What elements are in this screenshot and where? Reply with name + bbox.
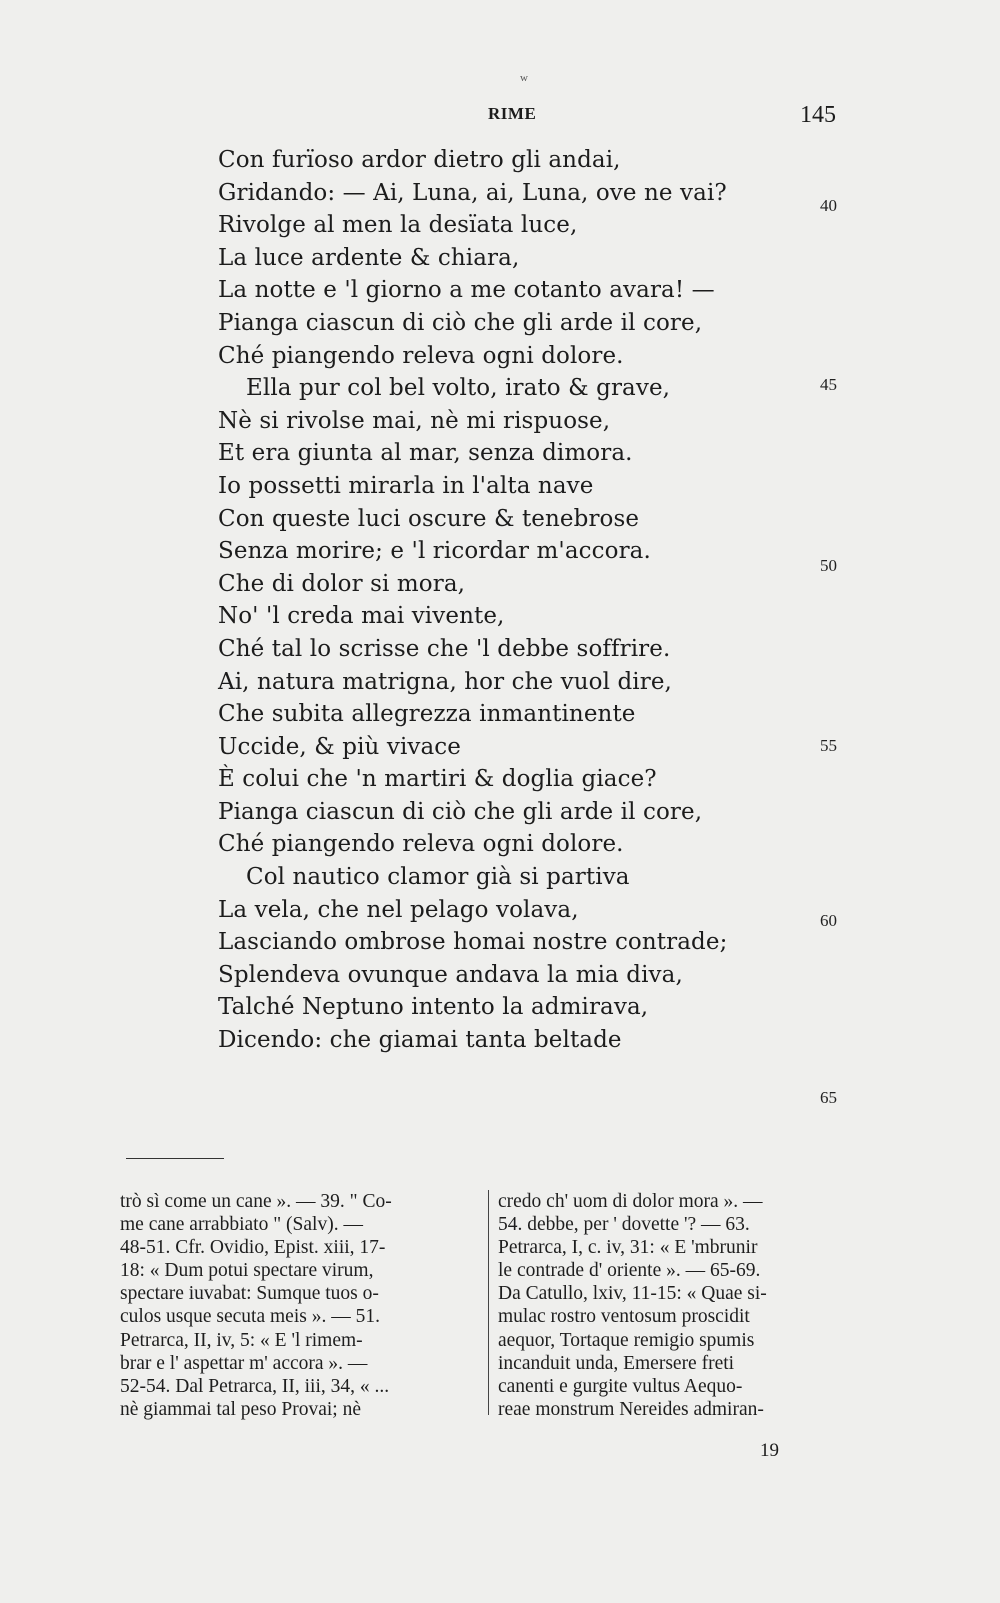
line-number: 65: [820, 1088, 837, 1107]
note-line: credo ch' uom di dolor mora ». —: [498, 1191, 763, 1212]
verse-line: No' 'l creda mai vivente,: [218, 603, 505, 630]
note-line: Petrarca, II, iv, 5: « E 'l rimem-: [120, 1329, 363, 1351]
note-line: incanduit unda, Emersere freti: [498, 1352, 735, 1374]
verse-line: Che subita allegrezza inmantinente: [218, 701, 636, 728]
verse-line: Senza morire; e 'l ricordar m'accora.: [218, 538, 651, 565]
note-line: 52-54. Dal Petrarca, II, iii, 34, « ...: [120, 1375, 390, 1397]
verse-line: Io possetti mirarla in l'alta nave: [218, 472, 594, 499]
note-line: 54. debbe, per ' dovette '? — 63.: [498, 1214, 750, 1236]
verse-line: Ché piangendo releva ogni dolore.: [218, 831, 624, 858]
note-line: culos usque secuta meis ». — 51.: [120, 1306, 380, 1328]
note-line: mulac rostro ventosum proscidit: [498, 1306, 750, 1328]
verse-line: Pianga ciascun di ciò che gli arde il core,: [218, 798, 703, 825]
verse-line: Splendeva ovunque andava la mia diva,: [218, 961, 683, 988]
verse-line: Uccide, & più vivace: [218, 733, 461, 760]
verse-line: Rivolge al men la desïata luce,: [218, 212, 578, 239]
verse-line: È colui che 'n martiri & doglia giace?: [218, 766, 657, 793]
note-line: 48-51. Cfr. Ovidio, Epist. xiii, 17-: [120, 1237, 386, 1259]
line-number: 50: [820, 556, 837, 575]
line-number: 45: [820, 375, 837, 394]
line-number: 40: [820, 196, 837, 215]
note-line: Petrarca, I, c. iv, 31: « E 'mbrunir: [498, 1237, 758, 1259]
note-line: canenti e gurgite vultus Aequo-: [498, 1375, 743, 1397]
line-number: 55: [820, 736, 837, 755]
verse-line: Che di dolor si mora,: [218, 570, 466, 597]
line-number: 60: [820, 911, 837, 930]
verse-line: Ché piangendo releva ogni dolore.: [218, 342, 624, 369]
running-head-title: RIME: [488, 104, 537, 123]
note-line: 18: « Dum potui spectare virum,: [120, 1260, 374, 1282]
verse-line: Con furïoso ardor dietro gli andai,: [218, 147, 621, 173]
note-line: spectare iuvabat: Sumque tuos o-: [120, 1283, 379, 1305]
signature-mark: 19: [760, 1440, 779, 1461]
verse-line: Ai, natura matrigna, hor che vuol dire,: [218, 668, 672, 695]
verse-line: La vela, che nel pelago volava,: [218, 896, 579, 923]
verse-line: Dicendo: che giamai tanta beltade: [218, 1027, 622, 1054]
footnote-separator: [126, 1158, 224, 1159]
note-line: trò sì come un cane ». — 39. " Co-: [120, 1191, 392, 1212]
verse-line: Ella pur col bel volto, irato & grave,: [246, 375, 671, 402]
verse-line: Ché tal lo scrisse che 'l debbe soffrire.: [218, 635, 671, 662]
printer-mark: w: [520, 72, 528, 84]
note-line: nè giammai tal peso Provai; nè: [120, 1398, 361, 1420]
footnotes-left-column: [120, 1190, 480, 1421]
verse-line: Talché Neptuno intento la admirava,: [218, 994, 649, 1021]
verse-line: Col nautico clamor già si partiva: [246, 864, 630, 891]
footnotes-right-column: [498, 1190, 848, 1421]
verse-line: Gridando: — Ai, Luna, ai, Luna, ove ne vai?: [218, 179, 727, 206]
verse-line: Con queste luci oscure & tenebrose: [218, 505, 640, 532]
verse-line: La notte e 'l giorno a me cotanto avara! —: [218, 277, 715, 304]
poem-text: [218, 144, 838, 1057]
note-line: aequor, Tortaque remigio spumis: [498, 1329, 755, 1351]
note-line: brar e l' aspettar m' accora ». —: [120, 1352, 368, 1374]
verse-line: La luce ardente & chiara,: [218, 244, 520, 271]
note-line: le contrade d' oriente ». — 65-69.: [498, 1260, 761, 1282]
verse-line: Et era giunta al mar, senza dimora.: [218, 440, 633, 467]
note-line: me cane arrabbiato " (Salv). —: [120, 1214, 363, 1236]
verse-line: Nè si rivolse mai, nè mi rispuose,: [218, 407, 611, 434]
page-number: 145: [800, 102, 836, 128]
verse-line: Lasciando ombrose homai nostre contrade;: [218, 929, 728, 956]
column-divider: [488, 1190, 489, 1415]
note-line: Da Catullo, lxiv, 11-15: « Quae si-: [498, 1283, 767, 1305]
note-line: reae monstrum Nereides admiran-: [498, 1398, 764, 1420]
verse-line: Pianga ciascun di ciò che gli arde il core,: [218, 309, 703, 336]
